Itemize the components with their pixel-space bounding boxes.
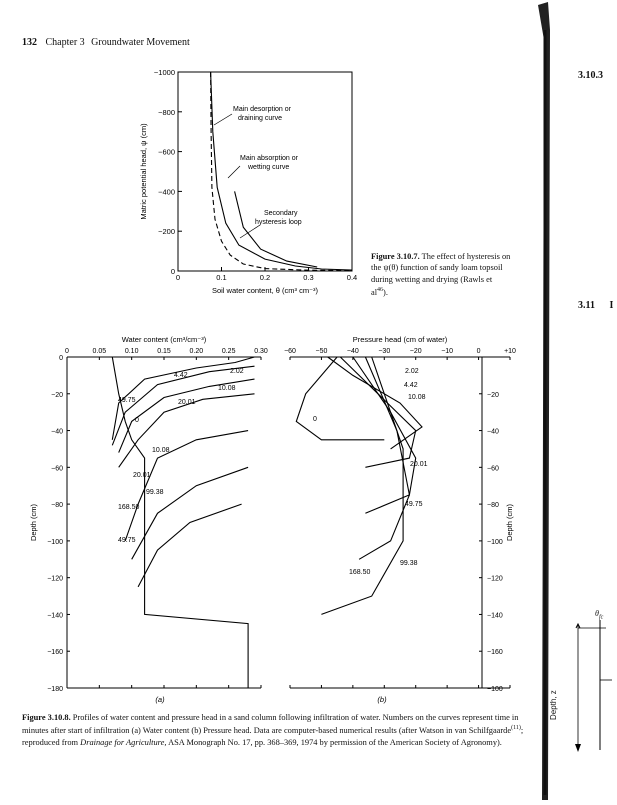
y-tick-label: −80 (487, 502, 499, 510)
x-tick-label: −60 (284, 348, 296, 355)
chapter-label: Chapter 3 (45, 37, 85, 48)
x-tick-label: −10 (441, 348, 454, 355)
y-tick-label: −120 (487, 575, 503, 583)
curve-annotation: draining curve (238, 115, 282, 122)
section-number-3-10-3: 3.10.3 (578, 70, 603, 81)
profile-curve-99-38 (359, 357, 409, 559)
profile-curve-49-75 (125, 431, 248, 541)
curve-time-label: 20.01 (178, 399, 196, 406)
x-tick-label: +10 (504, 348, 516, 355)
figure-3-10-7-caption-text: The effect of hysteresis on the ψ(θ) function of sandy loam topsoil during wetting and drying (Rawls et al (371, 252, 511, 298)
x-axis-label: Water content (cm³/cm⁻³) (121, 335, 207, 344)
figure-3-10-8-caption-text-3: ASA Monograph No. 17, pp. 368–369, 1974 by permission of the American Society of Agronomy). (166, 737, 502, 747)
y-tick-label: −60 (487, 465, 499, 473)
curve-time-label: 49.75 (118, 397, 136, 404)
y-tick-label: −60 (51, 465, 63, 473)
x-tick-label: 0.4 (346, 273, 358, 282)
y-tick-label: −400 (158, 187, 175, 197)
x-tick-label: 0.30 (254, 348, 268, 355)
x-tick-label: 0.1 (216, 273, 227, 282)
x-tick-label: 0.2 (259, 273, 271, 282)
x-tick-label: −30 (378, 348, 391, 355)
y-tick-label: −100 (487, 538, 503, 546)
x-tick-label: 0 (65, 348, 69, 355)
y-tick-label: −40 (51, 428, 63, 436)
curve-time-label: 49.75 (118, 537, 136, 544)
y-axis-label: Matric potential head, ψ (cm) (139, 123, 148, 220)
curve-annotation: Secondary (264, 210, 298, 217)
y-tick-label: −20 (487, 391, 499, 399)
x-tick-label: 0.05 (92, 348, 107, 355)
y-axis-label: Depth (cm) (505, 503, 514, 542)
y-tick-label: −600 (158, 147, 175, 157)
y-tick-label: −140 (487, 612, 503, 620)
x-tick-label: 0.10 (124, 348, 139, 355)
x-tick-label: 0 (476, 348, 481, 355)
curve-time-label: 10.08 (152, 447, 170, 454)
theta-symbol: θ (595, 609, 599, 618)
y-axis-label: Depth (cm) (29, 503, 38, 542)
y-tick-label: −140 (47, 612, 63, 620)
y-tick-label: −1000 (153, 68, 175, 77)
curve-time-label: 168.50 (118, 504, 140, 511)
figure-3-10-8-caption (22, 712, 527, 748)
figure-3-10-7-caption-end: ). (383, 288, 388, 298)
curve-time-label: 10.08 (218, 385, 236, 392)
curve-time-label: 168.50 (349, 569, 371, 576)
y-tick-label: −20 (51, 391, 63, 399)
curve-time-label: 20.01 (133, 472, 151, 479)
curve-annotation: wetting curve (248, 164, 290, 171)
x-tick-label: 0.25 (221, 348, 236, 355)
page-number: 132 (22, 37, 37, 48)
curve-annotation: Main desorption or (233, 106, 291, 113)
x-tick-label: 0 (175, 273, 181, 282)
y-tick-label: −800 (158, 107, 175, 117)
curve-time-label: 99.38 (146, 489, 164, 496)
y-tick-label: −120 (47, 575, 63, 583)
y-tick-label: −40 (487, 428, 499, 436)
depth-z-label: Depth, z (549, 690, 558, 720)
profile-curve-99-38 (132, 467, 248, 559)
water-content-profile-plot (29, 335, 268, 704)
section-title-fragment: I (609, 300, 614, 311)
curve-time-label: 2.02 (230, 368, 244, 375)
figure-3-10-8-caption-text-2: ; reproduced from (22, 726, 524, 747)
figure-3-10-8-caption-text-1: Profiles of water content and pressure head in a sand column following infiltration of water. Numbers on the curves represent time in minutes after start of infiltration (a) Water content (b) Pressure head. Data are computer-based numerical results (after Watson in van Schilfgaarde (22, 713, 519, 736)
y-tick-label: 0 (170, 267, 175, 276)
curve-time-label: 99.38 (400, 560, 418, 567)
curve-annotation: hysteresis loop (255, 219, 302, 226)
figure-3-10-7-caption-label: Figure 3.10.7. (371, 252, 420, 261)
y-tick-label: −100 (47, 538, 63, 546)
x-tick-label: 0.20 (189, 348, 204, 355)
figure-3-10-8-caption-ref: (11) (511, 725, 521, 732)
curve-time-label: 49.75 (405, 501, 423, 508)
x-tick-label: 0.15 (157, 348, 171, 355)
y-tick-label: −100 (487, 686, 503, 693)
pressure-head-profile-plot (284, 335, 516, 704)
x-tick-label: −40 (346, 348, 359, 355)
curve-time-label: 4.42 (174, 372, 188, 379)
x-tick-label: −50 (315, 348, 328, 355)
curve-annotation: Main absorption or (240, 155, 298, 162)
curve-time-label: 4.42 (404, 382, 418, 389)
panel-b-label: (b) (377, 695, 387, 704)
panel-a-label: (a) (155, 695, 165, 704)
curve-time-label: 10.08 (408, 394, 426, 401)
curve-time-label: 0 (135, 417, 139, 424)
theta-subscript: fc (598, 614, 604, 621)
y-tick-label: −200 (158, 227, 175, 237)
figure-3-10-8-caption-label: Figure 3.10.8. (22, 713, 71, 722)
curve-time-label: 2.02 (405, 368, 419, 375)
y-tick-label: −180 (47, 686, 63, 693)
y-tick-label: −160 (487, 649, 503, 657)
chapter-title: Groundwater Movement (91, 37, 190, 48)
y-tick-label: −160 (47, 649, 63, 657)
x-tick-label: 0.3 (303, 273, 314, 282)
curve-time-label: 20.01 (410, 461, 428, 468)
x-tick-label: −20 (409, 348, 422, 355)
profile-curve-168-50 (138, 504, 242, 587)
x-axis-label: Pressure head (cm of water) (352, 335, 448, 344)
y-tick-label: 0 (59, 355, 63, 362)
figure-3-10-7-caption-ref: 46 (377, 287, 384, 294)
curve-time-label: 0 (313, 416, 317, 423)
section-number-3-11-text: 3.11 (578, 300, 595, 311)
figure-3-10-8-caption-book: Drainage for Agriculture, (80, 737, 167, 747)
x-axis-label: Soil water content, θ (cm³ cm⁻³) (211, 286, 319, 295)
y-tick-label: −80 (51, 502, 63, 510)
